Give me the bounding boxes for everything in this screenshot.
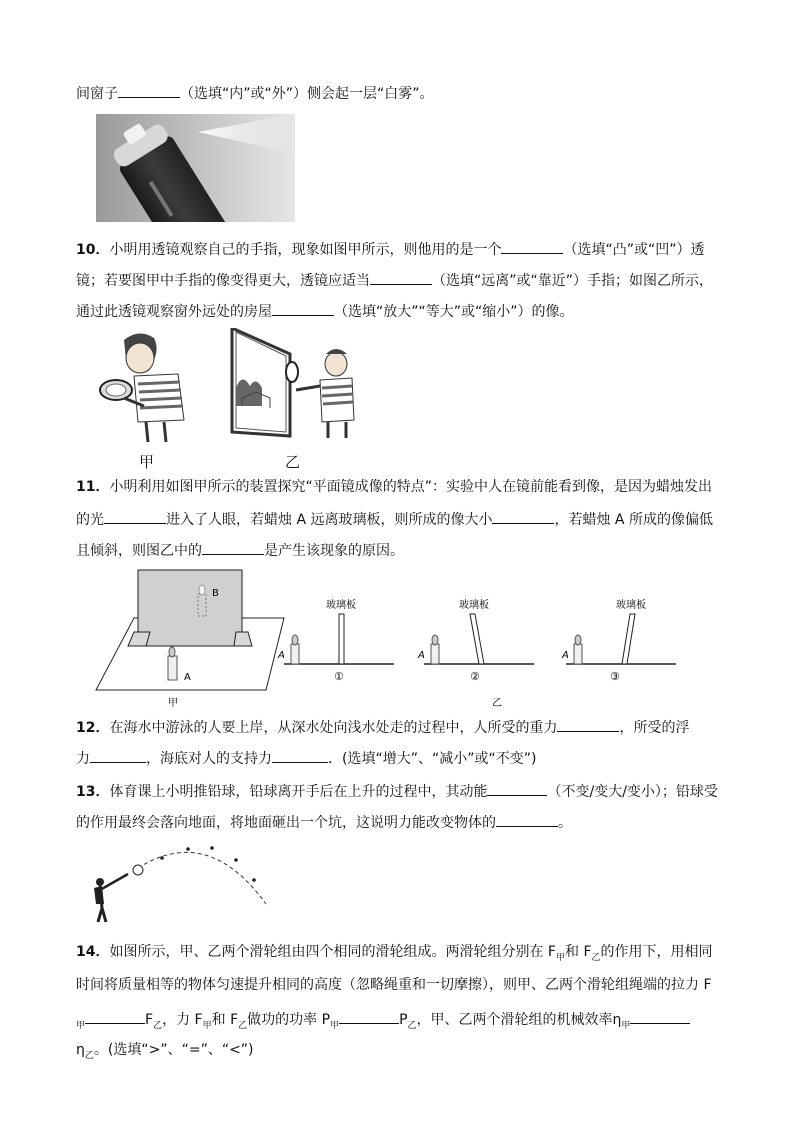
q14-blank-3[interactable] [630,1008,690,1024]
q14-text-3b: F [145,1012,154,1028]
q10-text-3b: （选填“放大”“等大”或“缩小”）的像。 [334,304,574,320]
q14-sub-yi: 乙 [591,952,601,963]
q11-caption-jia: 甲 [168,698,178,709]
q13-text-2a: 的作用最终会落向地面，将地面砸出一个坑，这说明力能改变物体的 [76,815,496,831]
q13-line2 [76,811,572,833]
q14-text-3e: 做功的功率 P [247,1012,331,1028]
q10-line3 [76,300,574,322]
q10-text-3a: 通过此透镜观察窗外远处的房屋 [76,304,272,320]
spray-can-photo [96,114,295,222]
q14-sub-jia-4: 甲 [330,1020,340,1031]
q11-glass-label-2: 玻璃板 [459,600,489,611]
q14-text-3d: 和 F [211,1012,239,1028]
q10-blank-1[interactable] [501,238,563,254]
q14-text-3c: ，力 F [162,1012,203,1028]
q14-sub-jia-3: 甲 [202,1020,212,1031]
q10-number: 10． [76,242,110,258]
q11-text-2c: ，若蜡烛 A 所成的像偏低 [554,512,713,528]
q10-figure-jia [94,330,199,442]
q11-label-a: A [184,672,191,683]
q11-num-1: ① [334,670,344,683]
q14-text-4b: 。(选填“>”、“=”、“<”) [93,1042,254,1058]
q11-caption-yi: 乙 [492,698,502,709]
q11-number: 11． [76,479,110,495]
q14-line2 [76,975,712,995]
q11-text-2a: 的光 [76,512,104,528]
q11-line3 [76,539,404,561]
q11-num-2: ② [470,670,480,683]
q13-text-1a: 体育课上小明推铅球，铅球离开手后在上升的过程中，其动能 [109,784,488,800]
q11-setup-3 [561,598,676,683]
q14-line3 [76,1008,690,1036]
q11-candle-label-3: A [562,650,569,661]
q12-text-2a: 力 [76,751,90,767]
q11-text-3b: 是产生该现象的原因。 [264,543,404,559]
q14-sub-yi-3: 乙 [238,1020,248,1031]
q11-figure-jia [96,570,284,709]
q11-line2 [76,508,713,530]
q13-blank-2[interactable] [496,811,558,827]
q13-number: 13． [76,784,110,800]
q14-text-1a: 如图所示，甲、乙两个滑轮组由四个相同的滑轮组成。两滑轮组分别在 F [109,944,556,960]
q13-text-1b: （不变/变大/变小）；铅球受 [547,784,718,800]
q11-glass-label-1: 玻璃板 [326,600,356,611]
q11-setup-2 [417,598,534,709]
q14-text-3f: P [399,1012,408,1028]
q14-text-3g: ，甲、乙两个滑轮组的机械效率η [416,1012,622,1028]
q11-blank-1[interactable] [104,508,166,524]
q12-text-1b: ，所受的浮 [619,720,690,736]
q9-line [76,82,434,104]
q12-text-2b: ，海底对人的支持力 [146,751,272,767]
q11-figures [94,568,694,710]
q10-caption-yi: 乙 [285,453,301,471]
q14-line4 [76,1040,254,1066]
q12-text-1a: 在海水中游泳的人要上岸，从深水处向浅水处走的过程中，人所受的重力 [109,720,558,736]
q11-candle-label-2: A [418,650,425,661]
q11-line1 [76,477,712,497]
q11-label-b: B [212,588,219,599]
q11-glass-label-3: 玻璃板 [616,600,646,611]
q14-sub-jia-5: 甲 [621,1020,631,1031]
q11-num-3: ③ [610,670,620,683]
q14-blank-2[interactable] [339,1008,399,1024]
q11-text-1: 小明利用如图甲所示的装置探究“平面镜成像的特点”：实验中人在镜前能看到像，是因为蜡烛发出 [109,479,712,495]
q14-sub-yi-2: 乙 [153,1020,163,1031]
q11-setup-1 [277,598,394,683]
q10-text-1a: 小明用透镜观察自己的手指，现象如图甲所示，则他用的是一个 [109,242,502,258]
q14-text-4a: η [76,1042,85,1058]
q10-figure-yi [220,328,360,440]
q11-blank-3[interactable] [202,539,264,555]
q13-line1 [76,780,718,802]
q14-text-1c: 的作用下，用相同 [600,944,713,960]
q10-line2 [76,269,713,291]
q14-sub-jia: 甲 [556,952,566,963]
q12-line2 [76,747,536,769]
q14-text-2: 时间将质量相等的物体匀速提升相同的高度（忽略绳重和一切摩擦），则甲、乙两个滑轮组绳端的拉力 F [76,977,712,993]
q14-line1 [76,942,713,968]
q10-blank-3[interactable] [272,300,334,316]
q10-blank-2[interactable] [370,269,432,285]
q13-shot-put-figure [88,838,273,938]
q10-text-2b: （选填“远离”或“靠近”）手指；如图乙所示， [432,273,714,289]
q14-number: 14． [76,944,110,960]
q9-text-b: （选填“内”或“外”）侧会起一层“白雾”。 [180,86,434,102]
q12-number: 12． [76,720,110,736]
q10-caption-jia: 甲 [139,453,155,471]
q14-sub-yi-4: 乙 [407,1020,417,1031]
q12-line1 [76,716,689,738]
q12-blank-3[interactable] [272,747,328,763]
q11-text-2b: 进入了人眼，若蜡烛 A 远离玻璃板，则所成的像大小 [166,512,493,528]
q12-blank-1[interactable] [557,716,619,732]
q13-blank-1[interactable] [487,780,547,796]
q11-blank-2[interactable] [492,508,554,524]
q12-blank-2[interactable] [90,747,146,763]
q11-text-3a: 且倾斜，则图乙中的 [76,543,202,559]
q10-line1 [76,238,705,260]
q12-text-2c: ．(选填“增大”、“减小”或“不变”) [328,751,537,767]
q10-text-2a: 镜；若要图甲中手指的像变得更大，透镜应适当 [76,273,370,289]
q9-text-a: 间窗子 [76,86,118,102]
q14-sub-jia-2: 甲 [76,1020,86,1031]
q14-sub-yi-5: 乙 [84,1050,94,1061]
q14-blank-1[interactable] [85,1008,145,1024]
q11-candle-label-1: A [278,650,285,661]
q14-text-1b: 和 F [565,944,592,960]
q10-text-1b: （选填“凸”或“凹”）透 [563,242,705,258]
q9-answer-blank[interactable] [118,82,180,98]
q13-text-2b: 。 [558,815,572,831]
